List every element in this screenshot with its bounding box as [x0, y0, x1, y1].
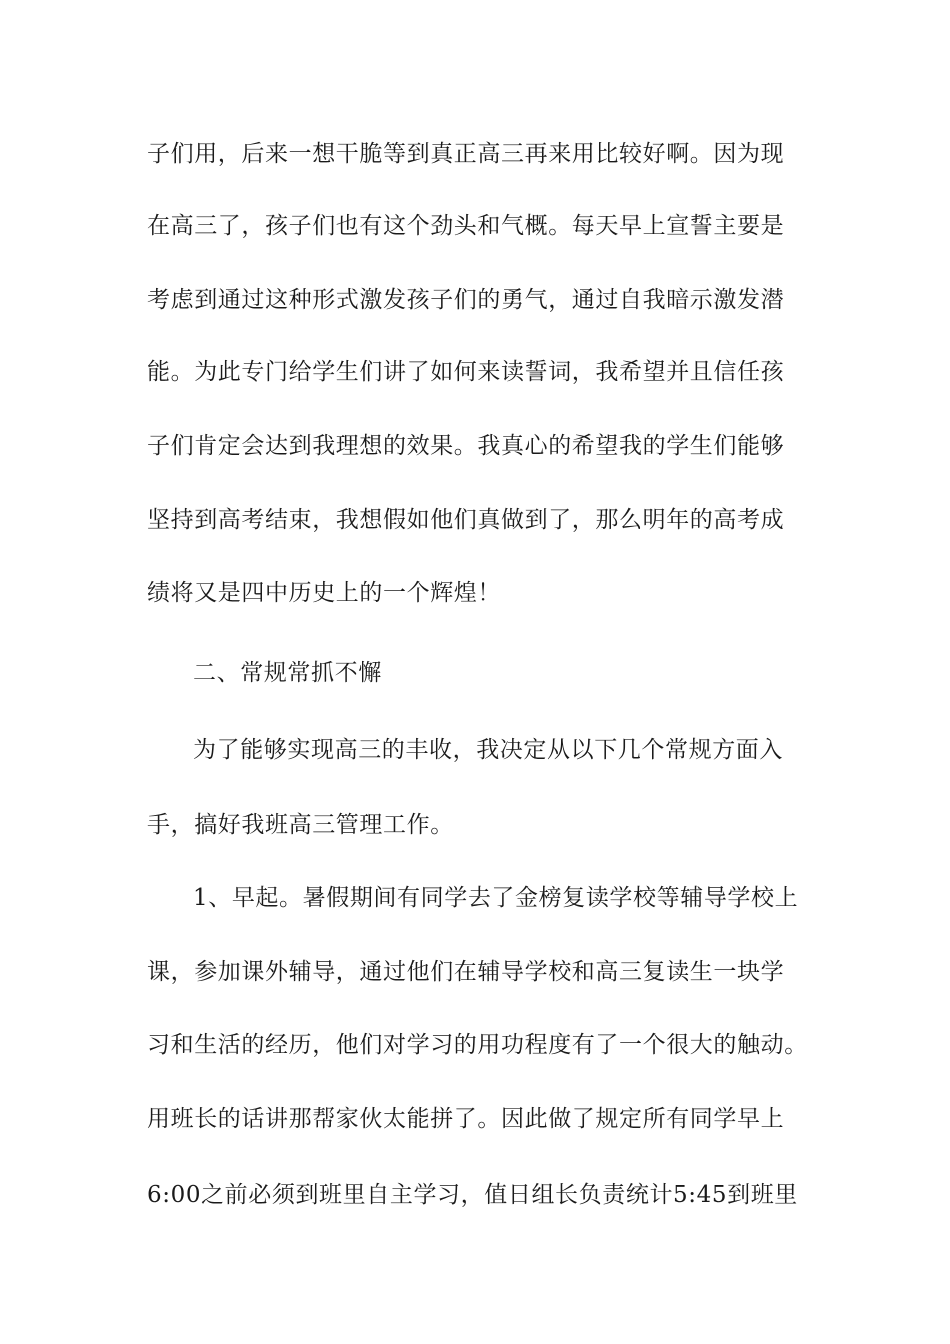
- body-text-line: 能。为此专门给学生们讲了如何来读誓词，我希望并且信任孩: [147, 359, 785, 385]
- paragraph-first-line: 1、早起。暑假期间有同学去了金榜复读学校等辅导学校上: [193, 885, 799, 911]
- paragraph-first-line: 为了能够实现高三的丰收，我决定从以下几个常规方面入: [193, 737, 783, 763]
- body-text-line: 课，参加课外辅导，通过他们在辅导学校和高三复读生一块学: [147, 959, 785, 985]
- body-text-line: 用班长的话讲那帮家伙太能拼了。因此做了规定所有同学早上: [147, 1106, 785, 1132]
- body-text-line: 手，搞好我班高三管理工作。: [147, 812, 454, 838]
- body-text-line: 习和生活的经历，他们对学习的用功程度有了一个很大的触动。: [147, 1032, 808, 1058]
- section-heading: 二、常规常抓不懈: [193, 660, 382, 686]
- body-text-line: 考虑到通过这种形式激发孩子们的勇气，通过自我暗示激发潜: [147, 287, 785, 313]
- body-text-line: 绩将又是四中历史上的一个辉煌！: [147, 580, 501, 606]
- body-text-line: 子们肯定会达到我理想的效果。我真心的希望我的学生们能够: [147, 433, 785, 459]
- body-text-line: 6:00之前必须到班里自主学习，值日组长负责统计5:45到班里: [147, 1182, 798, 1208]
- body-text-line: 坚持到高考结束，我想假如他们真做到了，那么明年的高考成: [147, 507, 785, 533]
- body-text-line: 在高三了，孩子们也有这个劲头和气概。每天早上宣誓主要是: [147, 213, 785, 239]
- body-text-line: 子们用，后来一想干脆等到真正高三再来用比较好啊。因为现: [147, 141, 785, 167]
